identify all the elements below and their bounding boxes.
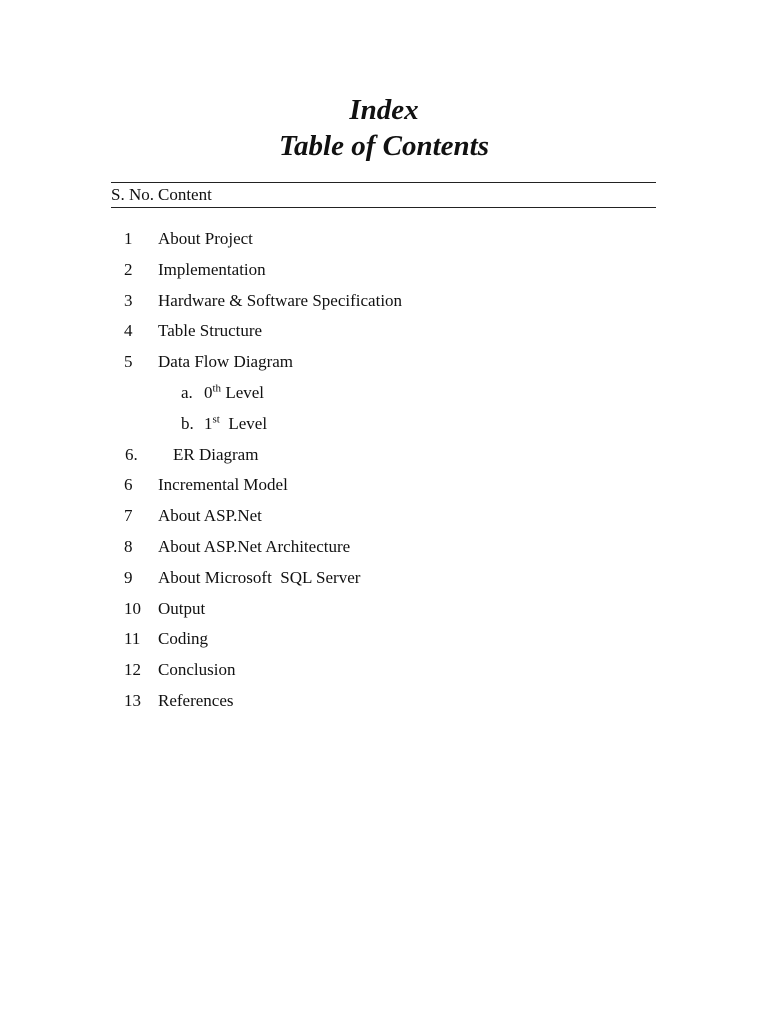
toc-row-label: Implementation <box>158 259 266 279</box>
toc-row-number: b. <box>181 413 194 433</box>
sno-header: S. No. <box>111 185 154 204</box>
toc-row <box>0 470 768 501</box>
toc-row-number: 7 <box>124 506 133 526</box>
toc-row <box>0 532 768 563</box>
ordinal-suffix: st <box>212 413 220 426</box>
toc-row-label: Incremental Model <box>158 475 288 495</box>
toc-row-number: 6. <box>125 444 138 464</box>
toc-row-label: Hardware & Software Specification <box>158 290 403 310</box>
toc-row-label: About ASP.Net <box>158 506 262 526</box>
toc-row-number: 3 <box>124 290 133 310</box>
toc-row <box>0 563 768 594</box>
toc-row-label: Conclusion <box>158 660 236 680</box>
toc-row-number: 5 <box>124 352 133 372</box>
toc-row <box>0 686 768 717</box>
level-number: 0 <box>204 382 213 402</box>
toc-row-number: 10 <box>124 598 141 618</box>
index-heading: Index <box>349 94 419 126</box>
toc-row-number: 9 <box>124 567 133 587</box>
toc-row <box>0 624 768 655</box>
toc-row-number: 13 <box>124 690 141 710</box>
toc-row-label: Output <box>158 598 206 618</box>
toc-row <box>0 378 768 409</box>
toc-row-label: About Microsoft SQL Server <box>158 567 361 587</box>
toc-row-number: 12 <box>124 660 141 680</box>
level-number: 1 <box>204 413 213 433</box>
content-header: Content <box>157 185 212 204</box>
toc-row <box>0 316 768 347</box>
toc-row <box>0 440 768 471</box>
toc-row-number: 2 <box>124 259 133 279</box>
toc-row-label: About Project <box>158 229 253 248</box>
toc-row <box>0 286 768 317</box>
toc-row-label <box>204 409 267 440</box>
toc-list <box>0 224 768 717</box>
toc-row <box>0 224 768 255</box>
toc-row-label: Table Structure <box>158 321 263 341</box>
title-block <box>0 92 768 164</box>
toc-heading: Table of Contents <box>278 130 489 162</box>
toc-row-label: Data Flow Diagram <box>158 352 294 372</box>
toc-row-number: 1 <box>124 229 133 248</box>
table-header <box>111 182 656 208</box>
toc-row-number: 4 <box>124 321 133 341</box>
toc-row-number: 11 <box>124 629 141 649</box>
ordinal-suffix: th <box>212 382 222 395</box>
toc-row-label: References <box>158 690 234 710</box>
level-text: Level <box>219 413 268 433</box>
toc-row-label: Coding <box>158 629 209 649</box>
toc-row-label: About ASP.Net Architecture <box>158 536 351 556</box>
toc-row <box>0 347 768 378</box>
toc-row-number: 8 <box>124 536 133 556</box>
toc-row-number: a. <box>181 382 193 402</box>
toc-row <box>0 255 768 286</box>
toc-row <box>0 655 768 686</box>
toc-row <box>0 409 768 440</box>
toc-row-number: 6 <box>124 475 133 495</box>
toc-row <box>0 501 768 532</box>
level-text: Level <box>221 382 265 402</box>
toc-row <box>0 594 768 625</box>
toc-row-label <box>204 378 264 409</box>
toc-row-label: ER Diagram <box>173 444 259 464</box>
